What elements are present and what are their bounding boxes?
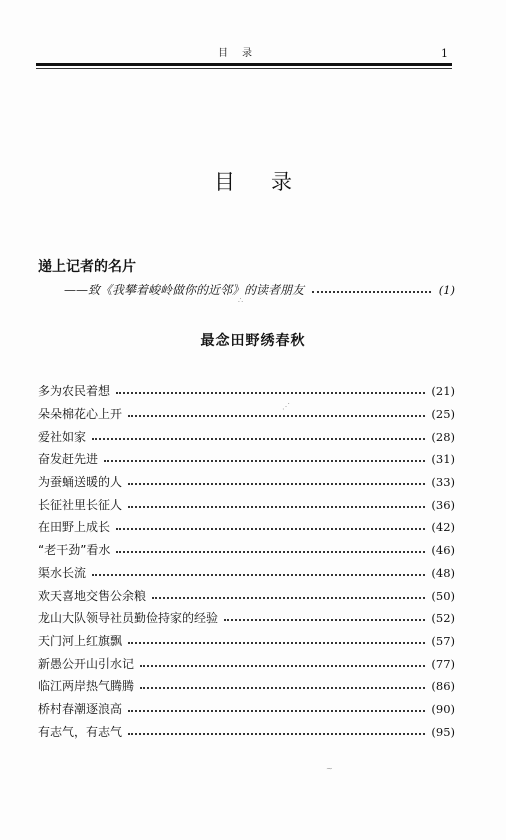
toc-entry[interactable] bbox=[38, 652, 455, 675]
toc-entry-page-number: (77) bbox=[431, 656, 455, 671]
toc-entry-page-number: (31) bbox=[431, 452, 455, 467]
running-header-page-number: 1 bbox=[441, 47, 448, 60]
preface-title: 递上记者的名片 bbox=[38, 259, 136, 275]
toc-entry[interactable] bbox=[38, 584, 455, 607]
dot-leader bbox=[128, 733, 425, 735]
toc-entry[interactable] bbox=[38, 607, 455, 630]
section-title: 最念田野绣春秋 bbox=[200, 333, 306, 349]
toc-entry[interactable] bbox=[38, 493, 455, 516]
toc-entry-page-number: (33) bbox=[431, 475, 455, 490]
toc-entry-page-number: (50) bbox=[431, 588, 455, 603]
toc-entry-page-number: (36) bbox=[431, 497, 455, 512]
dot-leader bbox=[128, 710, 425, 712]
toc-entry-title: 有志气，有志气 bbox=[38, 724, 123, 739]
dot-leader bbox=[128, 506, 425, 508]
scan-speck: ~ bbox=[326, 764, 333, 773]
toc-entry[interactable] bbox=[38, 448, 455, 471]
dot-leader bbox=[224, 619, 425, 621]
toc-entry-title: “老干劲”看水 bbox=[38, 543, 111, 558]
dot-leader bbox=[92, 574, 425, 576]
preface-subtitle: ——致《我攀着峻岭做你的近邻》的读者朋友 bbox=[64, 283, 305, 297]
toc-entry[interactable] bbox=[38, 471, 455, 494]
dot-leader bbox=[152, 597, 425, 599]
toc-entry-page-number: (57) bbox=[431, 633, 455, 648]
toc-entry[interactable] bbox=[38, 380, 455, 403]
running-header bbox=[38, 46, 452, 62]
toc-entry[interactable] bbox=[38, 720, 455, 743]
toc-entry-title: 新愚公开山引水记 bbox=[38, 656, 135, 671]
dot-leader bbox=[128, 415, 425, 417]
dot-leader bbox=[92, 438, 425, 440]
toc-entry-page-number: (21) bbox=[431, 384, 455, 399]
toc-entry[interactable] bbox=[38, 630, 455, 653]
dot-leader bbox=[128, 642, 425, 644]
scan-speck: ⋰ bbox=[282, 402, 290, 411]
toc-entry-title: 多为农民着想 bbox=[38, 384, 111, 399]
preface-subtitle-entry[interactable] bbox=[64, 282, 455, 298]
toc-entry-title: 桥村春潮逐浪高 bbox=[38, 701, 123, 716]
toc-entry-page-number: (48) bbox=[431, 565, 455, 580]
dot-leader bbox=[116, 528, 425, 530]
toc-entry-title: 渠水长流 bbox=[38, 565, 87, 580]
header-rule-thin bbox=[36, 68, 452, 69]
toc-entry-title: 欢天喜地交售公余粮 bbox=[38, 588, 147, 603]
scan-speck: ∴ bbox=[238, 296, 244, 305]
toc-entry[interactable] bbox=[38, 539, 455, 562]
toc-entry-page-number: (86) bbox=[431, 679, 455, 694]
toc-entry[interactable] bbox=[38, 403, 455, 426]
toc-entry[interactable] bbox=[38, 516, 455, 539]
toc-entry-title: 爱社如家 bbox=[38, 429, 87, 444]
toc-entry-page-number: (52) bbox=[431, 611, 455, 626]
toc-entry-page-number: (95) bbox=[431, 724, 455, 739]
toc-entry-page-number: (28) bbox=[431, 429, 455, 444]
toc-entry[interactable] bbox=[38, 698, 455, 721]
toc-entry-page-number: (42) bbox=[431, 520, 455, 535]
preface-page-number: (1) bbox=[438, 283, 455, 297]
dot-leader bbox=[140, 687, 425, 689]
toc-entry-title: 朵朵棉花心上开 bbox=[38, 407, 123, 422]
toc-entry-page-number: (46) bbox=[431, 543, 455, 558]
toc-entry[interactable] bbox=[38, 425, 455, 448]
toc-entry-title: 天门河上红旗飘 bbox=[38, 633, 123, 648]
header-rule-thick bbox=[36, 63, 452, 66]
toc-entry-title: 临江两岸热气腾腾 bbox=[38, 679, 135, 694]
dot-leader bbox=[140, 665, 425, 667]
dot-leader bbox=[104, 460, 425, 462]
dot-leader bbox=[312, 291, 431, 293]
dot-leader bbox=[116, 551, 425, 553]
dot-leader bbox=[116, 392, 425, 394]
toc-entry-title: 为蚕蛹送暖的人 bbox=[38, 475, 123, 490]
dot-leader bbox=[128, 483, 425, 485]
toc-entry-title: 在田野上成长 bbox=[38, 520, 111, 535]
toc-entry-page-number: (25) bbox=[431, 407, 455, 422]
toc-entry-title: 奋发赶先进 bbox=[38, 452, 99, 467]
toc-entry-title: 龙山大队领导社员勤俭持家的经验 bbox=[38, 611, 219, 626]
toc-entry[interactable] bbox=[38, 675, 455, 698]
toc-entry[interactable] bbox=[38, 562, 455, 585]
toc-list bbox=[38, 380, 455, 743]
running-header-title: 目录 bbox=[218, 48, 266, 59]
page-title: 目录 bbox=[214, 170, 328, 194]
toc-entry-title: 长征社里长征人 bbox=[38, 497, 123, 512]
toc-entry-page-number: (90) bbox=[431, 701, 455, 716]
